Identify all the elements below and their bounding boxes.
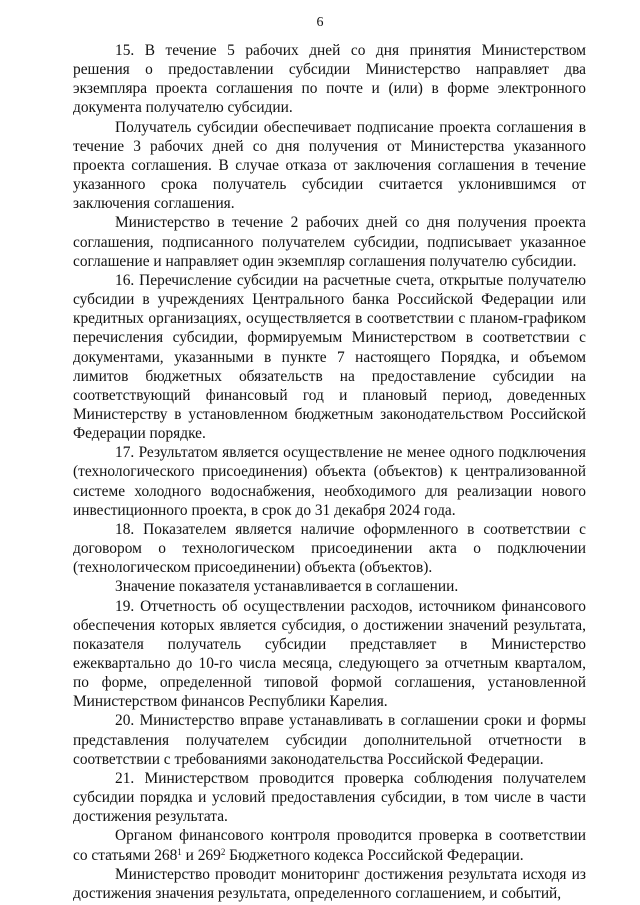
paragraph-financial-control — [73, 826, 586, 864]
superscript-1: 1 — [177, 846, 182, 857]
paragraph-17: 17. Результатом является осуществление не менее одного подключения (технологического присоединения) объекта (объектов) к централизованной системе холодного водоснабжения, необходимого для реализации нового инвестиционного проекта, в срок до 31 декабря 2024 года. — [73, 444, 586, 519]
paragraph-19: 19. Отчетность об осуществлении расходов, источником финансового обеспечения которых является субсидия, о достижении значений результата, показателя получатель субсидии представляет в Министерство ежеквартально до 10-го числа месяца, следующего за отчетным кварталом, по форме, определенной типовой формой соглашения, установленной Министерством финансов Республики Карелия. — [73, 597, 586, 711]
paragraph-16: 16. Перечисление субсидии на расчетные счета, открытые получателю субсидии в учреждениях Центрального банка Российской Федерации или кредитных организациях, осуществляется в соответствии с планом-графиком перечисления субсидии, формируемым Министерством в соответствии с документами, указанными в пункте 7 настоящего Порядка, и объемом лимитов бюджетных обязательств на предоставление субсидии на соответствующий финансовый год и плановый период, доведенных Министерству в установленном бюджетным законодательством Российской Федерации порядке. — [73, 271, 586, 443]
control-text-middle: и 269 — [181, 846, 221, 864]
paragraph-21: 21. Министерством проводится проверка соблюдения получателем субсидии порядка и условий предоставления субсидии, в том числе в части достижения результата. — [73, 769, 586, 826]
control-text-after: Бюджетного кодекса Российской Федерации. — [225, 846, 524, 864]
paragraph-monitoring: Министерство проводит мониторинг достижения результата исходя из достижения значения результата, определенного соглашением, и событий, — [73, 865, 586, 902]
paragraph-15: 15. В течение 5 рабочих дней со дня принятия Министерством решения о предоставлении субсидии Министерство направляет два экземпляра проекта соглашения по почте и (или) в форме электронного документа получателю субсидии. — [73, 42, 586, 117]
superscript-2: 2 — [220, 846, 226, 857]
paragraph-20: 20. Министерство вправе устанавливать в соглашении сроки и формы представления получателем субсидии дополнительной отчетности в соответствии с требованиями законодательства Российской Федерации. — [73, 712, 586, 768]
paragraph-indicator-value: Значение показателя устанавливается в соглашении. — [115, 578, 459, 596]
control-text-before: Органом финансового контроля проводится проверка в соответствии со статьями 268 — [73, 827, 586, 864]
paragraph-signing: Получатель субсидии обеспечивает подписание проекта соглашения в течение 3 рабочих дней со дня получения от Министерства указанного проекта соглашения. В случае отказа от заключения соглашения в течение указанного срока получатель субсидии считается уклонившимся от заключения соглашения. — [73, 118, 586, 213]
page-number: 6 — [316, 15, 324, 30]
paragraph-18: 18. Показателем является наличие оформленного в соответствии с договором о технологическом присоединении акта о подключении (технологическом присоединении) объекта (объектов). — [73, 520, 586, 577]
document-body — [73, 41, 586, 903]
paragraph-ministry-signing: Министерство в течение 2 рабочих дней со дня получения проекта соглашения, подписанного получателем субсидии, подписывает указанное соглашение и направляет один экземпляр соглашения получателю субсидии. — [73, 214, 586, 270]
